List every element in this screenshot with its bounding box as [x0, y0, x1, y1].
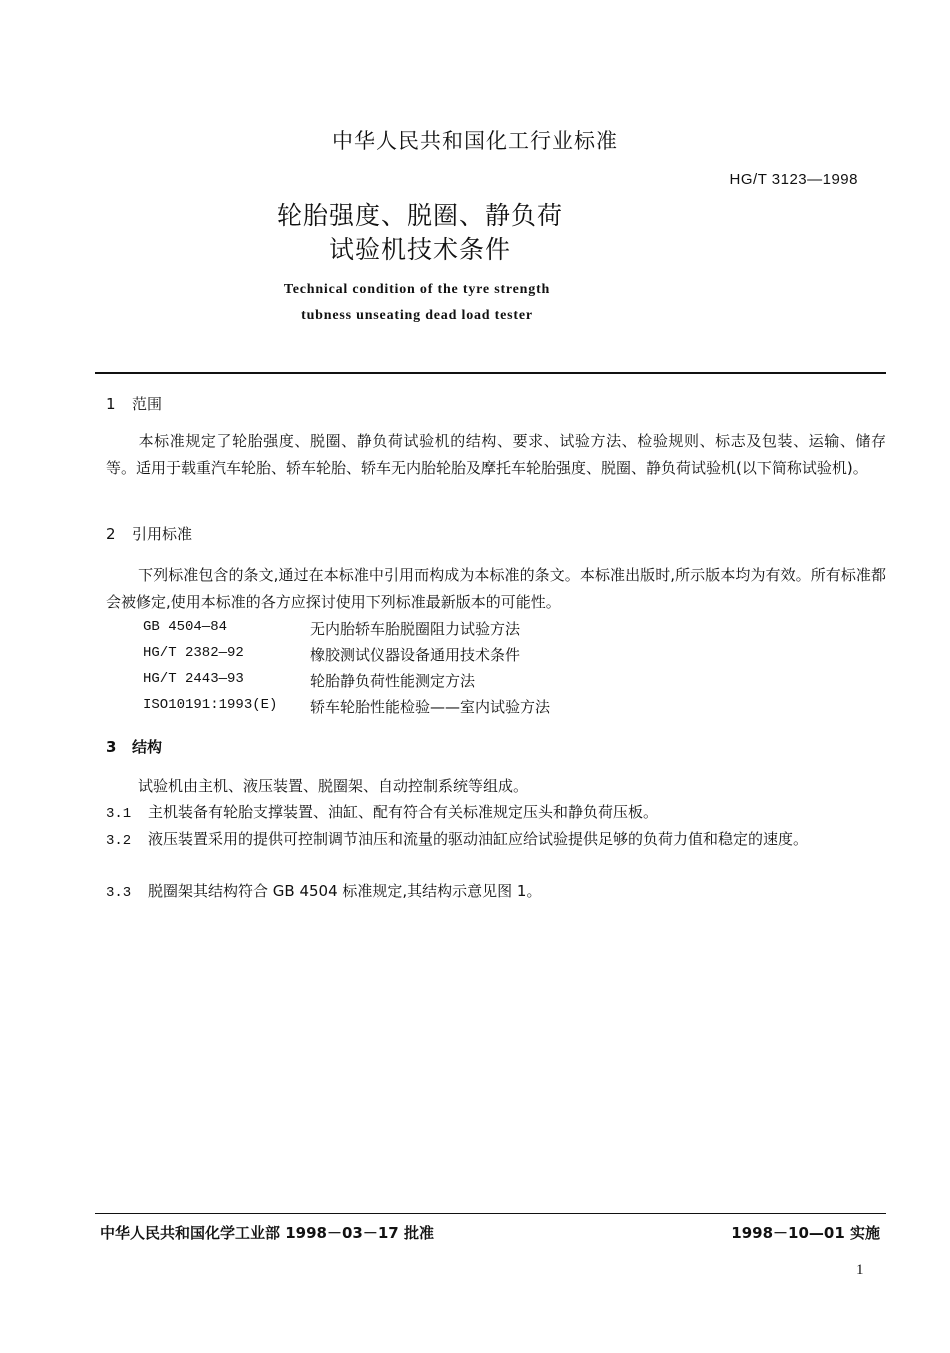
- header-divider: [95, 372, 886, 374]
- clause-3-3-text: 脱圈架其结构符合 GB 4504 标准规定,其结构示意见图 1。: [148, 882, 542, 900]
- issuing-body: 中华人民共和国化工行业标准: [332, 129, 618, 153]
- clause-3-3: [106, 880, 541, 901]
- ref-code-3: HG/T 2443—93: [143, 671, 244, 687]
- clause-3-1: [106, 801, 658, 822]
- section-1-heading: [106, 393, 162, 414]
- section-1-title: 范围: [132, 395, 163, 413]
- page-number: 1: [856, 1262, 864, 1278]
- english-title-line-2: tubness unseating dead load tester: [301, 308, 533, 323]
- clause-3-2-text: 液压装置采用的提供可控制调节油压和流量的驱动油缸应给试验提供足够的负荷力值和稳定的速度。: [148, 830, 809, 848]
- section-3-intro: 试验机由主机、液压装置、脱圈架、自动控制系统等组成。: [138, 777, 529, 795]
- section-1-number: 1: [106, 395, 116, 413]
- section-1-body: [106, 428, 886, 482]
- clause-3-1-number: 3.1: [106, 806, 132, 822]
- ref-title-1: 无内胎轿车胎脱圈阻力试验方法: [310, 620, 521, 638]
- section-2-title: 引用标准: [132, 525, 193, 543]
- clause-3-2: [106, 826, 886, 855]
- clause-3-1-text: 主机装备有轮胎支撑装置、油缸、配有符合有关标准规定压头和静负荷压板。: [148, 803, 659, 821]
- section-2-text: 下列标准包含的条文,通过在本标准中引用而构成为本标准的条文。本标准出版时,所示版本均为有效。所有标准都会被修定,使用本标准的各方应探讨使用下列标准最新版本的可能性。: [106, 566, 886, 611]
- title-line-1: 轮胎强度、脱圈、静负荷: [276, 201, 563, 230]
- approval-note: 中华人民共和国化学工业部 1998－03－17 批准: [100, 1224, 434, 1242]
- section-3-title: 结构: [132, 738, 163, 756]
- implementation-date: 1998－10—01 实施: [731, 1224, 880, 1242]
- clause-3-2-number: 3.2: [106, 833, 132, 849]
- section-1-text: 本标准规定了轮胎强度、脱圈、静负荷试验机的结构、要求、试验方法、检验规则、标志及包装、运输、储存等。适用于载重汽车轮胎、轿车轮胎、轿车无内胎轮胎及摩托车轮胎强度、脱圈、静负荷试验机(以下简称试验机)。: [106, 432, 886, 477]
- ref-title-3: 轮胎静负荷性能测定方法: [310, 672, 476, 690]
- standard-code: HG/T 3123—1998: [729, 171, 858, 188]
- section-3-number: 3: [106, 738, 117, 756]
- clause-3-3-number: 3.3: [106, 885, 132, 901]
- english-title-line-1: Technical condition of the tyre strength: [283, 282, 551, 297]
- footer-divider: [95, 1213, 886, 1214]
- section-2-number: 2: [106, 525, 116, 543]
- ref-title-4: 轿车轮胎性能检验——室内试验方法: [310, 698, 551, 716]
- section-3-heading: [106, 736, 162, 757]
- ref-code-1: GB 4504—84: [143, 619, 228, 635]
- title-line-2: 试验机技术条件: [328, 235, 511, 264]
- section-2-heading: [106, 523, 192, 544]
- ref-code-4: ISO10191:1993(E): [143, 697, 278, 713]
- ref-code-2: HG/T 2382—92: [143, 645, 244, 661]
- ref-title-2: 橡胶测试仪器设备通用技术条件: [310, 646, 521, 664]
- section-2-body: [106, 562, 886, 616]
